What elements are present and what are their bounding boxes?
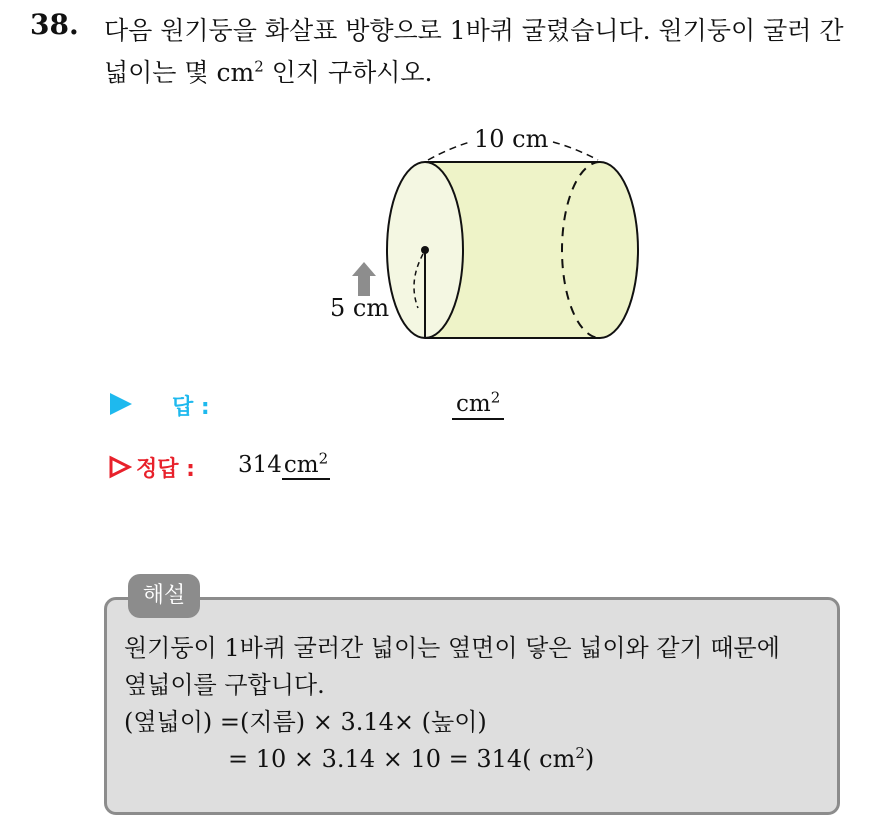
explanation-line-4-sup: 2	[575, 744, 585, 762]
answer-unit: cm	[456, 391, 491, 417]
question-text	[104, 10, 874, 94]
correct-label-text: 정답 :	[136, 457, 195, 482]
correct-answer-value	[238, 449, 330, 478]
cylinder-diagram	[320, 112, 650, 352]
length-brace-right	[553, 142, 598, 160]
correct-play-outline-icon	[108, 455, 132, 479]
up-arrow-icon	[352, 262, 376, 296]
explanation-tag: 해설	[128, 574, 200, 618]
explanation-line-2: 옆넓이를 구합니다.	[124, 671, 325, 699]
question-line-2	[104, 52, 874, 94]
answer-label: 답 :	[172, 395, 210, 420]
question-unit-sup: 2	[254, 57, 264, 76]
length-brace-left	[428, 142, 470, 160]
explanation-line-1: 원기둥이 1바퀴 굴러간 넓이는 옆면이 닿은 넓이와 같기 때문에	[124, 634, 780, 662]
correct-unit-sup: 2	[318, 449, 329, 468]
radius-label: 5 cm	[330, 294, 390, 322]
answer-blank[interactable]	[452, 390, 504, 420]
correct-unit	[282, 449, 330, 480]
correct-value-number: 314	[238, 452, 282, 478]
explanation-line-3: (옆넓이) =(지름) × 3.14× (높이)	[124, 708, 487, 736]
length-label: 10 cm	[474, 125, 549, 153]
explanation-line-4-post: )	[584, 745, 595, 773]
explanation-line-4	[124, 741, 834, 778]
correct-answer-label	[108, 452, 195, 483]
explanation-text	[124, 630, 834, 778]
question-line-2-post: 인지 구하시오.	[263, 58, 433, 87]
answer-play-icon	[110, 393, 132, 415]
cylinder-figure	[320, 112, 650, 356]
question-number: 38.	[30, 8, 79, 41]
answer-unit-sup: 2	[490, 388, 501, 407]
explanation-line-4-pre: = 10 × 3.14 × 10 = 314( cm	[228, 745, 576, 773]
question-unit: cm	[216, 58, 255, 87]
question-line-1: 다음 원기둥을 화살표 방향으로 1바퀴 굴렸습니다. 원기둥이 굴러 간	[104, 16, 844, 45]
question-line-2-pre: 넓이는 몇	[104, 58, 217, 87]
correct-unit-text: cm	[283, 452, 319, 478]
